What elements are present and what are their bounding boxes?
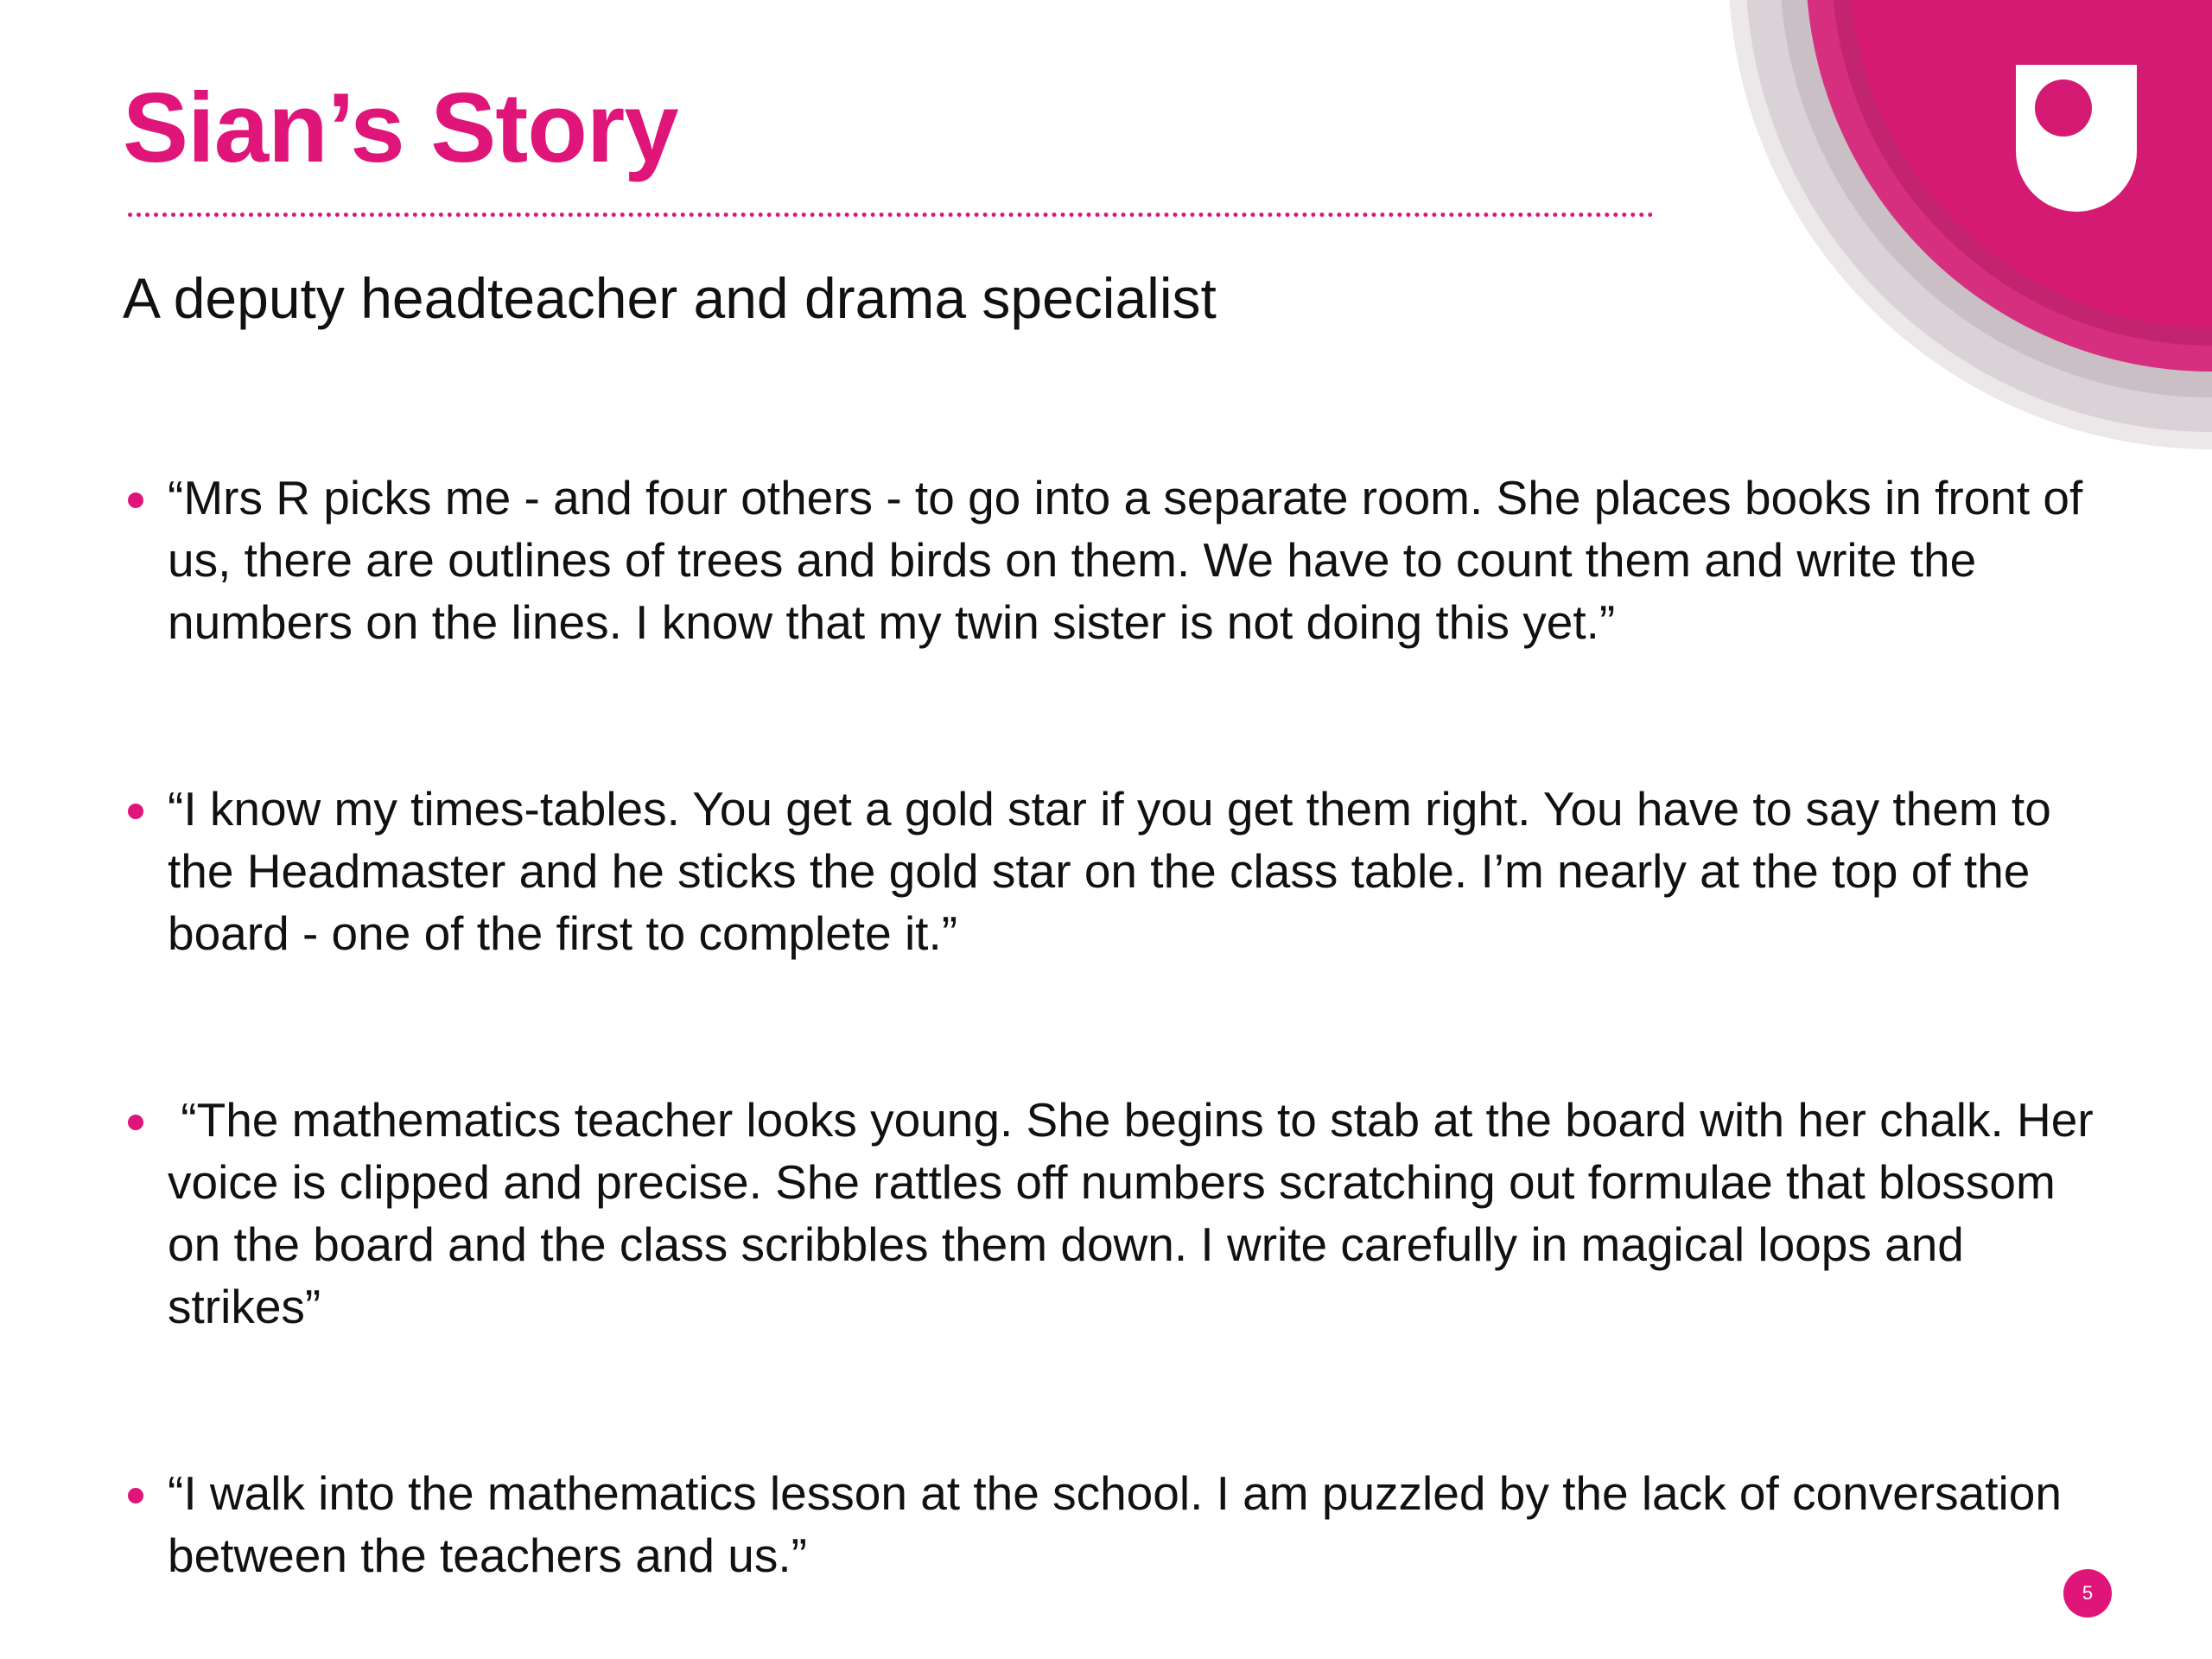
bullet-text: “I know my times-tables. You get a gold star if you get them right. You have to say them to the Headmaster and he sticks the gold star on the class table. I’m nearly at the top of the board - one of the first to complete it.” — [168, 782, 2051, 960]
bullet-text: “The mathematics teacher looks young. She begins to stab at the board with her chalk. Her voice is clipped and precise. She rattles off numbers scratching out formulae that blossom on the board and the class scribbles them down. I write carefully in magical loops and strikes” — [168, 1093, 2107, 1333]
bullet-text: “I walk into the mathematics lesson at the school. I am puzzled by the lack of conversation between the teachers and us.” — [168, 1466, 2062, 1582]
open-university-shield-icon — [2012, 60, 2141, 216]
page-number-badge: 5 — [2063, 1569, 2112, 1618]
bullet-dot-icon — [128, 493, 143, 508]
quote-bullet-list — [123, 467, 2110, 1586]
bullet-dot-icon — [128, 1115, 143, 1130]
bullet-text: “Mrs R picks me - and four others - to go into a separate room. She places books in front of us, there are outlines of trees and birds on them. We have to count them and write the numbers on the lines. I know that my twin sister is not doing this yet.” — [168, 471, 2083, 649]
bullet-item-3 — [123, 1089, 2110, 1338]
slide-subtitle: A deputy headteacher and drama specialist — [123, 266, 1217, 330]
bullet-item-1 — [123, 467, 2110, 653]
bullet-item-4 — [123, 1462, 2110, 1586]
bullet-dot-icon — [128, 1488, 143, 1503]
title-dotted-divider — [128, 213, 1654, 217]
bullet-item-2 — [123, 778, 2110, 964]
bullet-dot-icon — [128, 804, 143, 819]
slide-title: Sian’s Story — [123, 73, 678, 183]
